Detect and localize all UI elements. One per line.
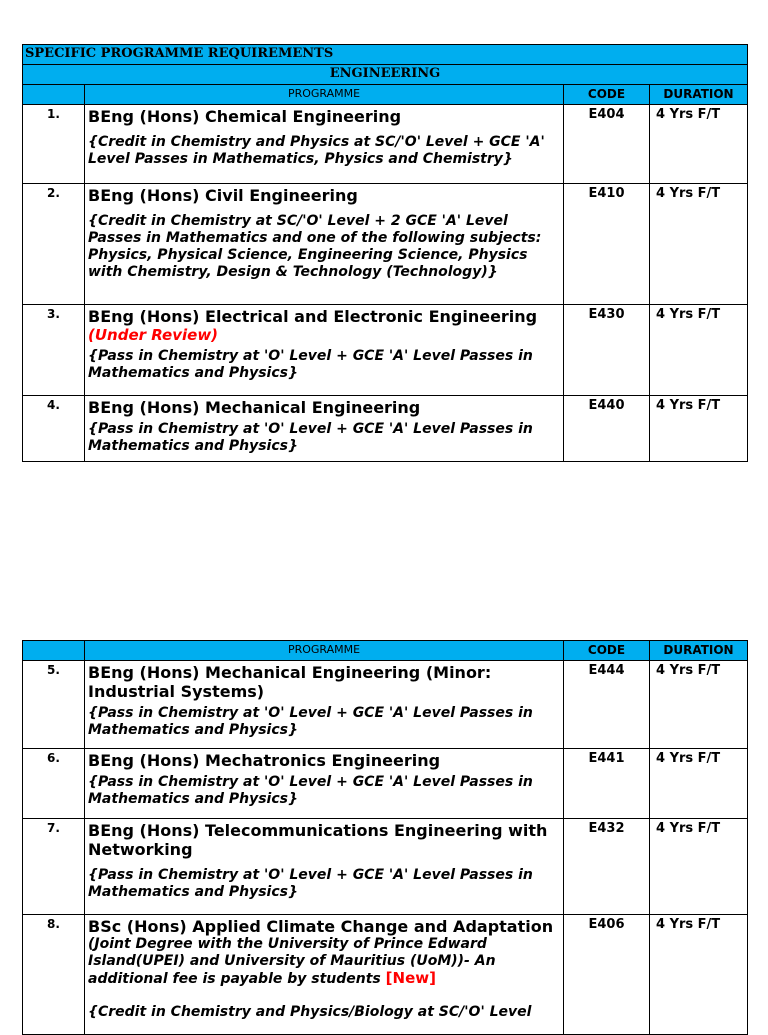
table-row — [23, 819, 748, 915]
table-row — [23, 661, 748, 749]
programme-title: BEng (Hons) Mechanical Engineering — [88, 398, 421, 417]
programme-cell — [85, 749, 564, 819]
new-badge: [New] — [385, 969, 436, 987]
programme-requirements: {Credit in Chemistry at SC/'O' Level + 2 GCE 'A' Level Passes in Mathematics and one of the following subjects: Physics, Physical Science, Engineering Science, Physics with Chemistry, Design & Technology (Technology)} — [88, 213, 542, 280]
programme-title: BEng (Hons) Chemical Engineering — [88, 107, 402, 126]
programme-code: E444 — [564, 661, 650, 749]
table-row — [23, 915, 748, 1035]
programme-duration: 4 Yrs F/T — [650, 749, 748, 819]
programme-title: BEng (Hons) Mechanical Engineering (Minor: Industrial Systems) — [88, 663, 492, 701]
header-duration: DURATION — [650, 85, 748, 105]
programme-title: BEng (Hons) Civil Engineering — [88, 186, 358, 205]
programme-duration: 4 Yrs F/T — [650, 396, 748, 462]
table-row — [23, 305, 748, 396]
under-review-note: (Under Review) — [88, 326, 219, 344]
header-code: CODE — [564, 641, 650, 661]
header-programme: PROGRAMME — [85, 641, 564, 661]
programme-code: E406 — [564, 915, 650, 1035]
row-number: 7. — [23, 819, 85, 915]
programme-requirements: {Pass in Chemistry at 'O' Level + GCE 'A' Level Passes in Mathematics and Physics} — [88, 867, 533, 900]
section-subtitle: ENGINEERING — [23, 65, 748, 85]
header-num-cell — [23, 641, 85, 661]
programme-cell — [85, 819, 564, 915]
row-number: 1. — [23, 105, 85, 184]
programme-duration: 4 Yrs F/T — [650, 819, 748, 915]
programme-duration: 4 Yrs F/T — [650, 661, 748, 749]
programme-cell — [85, 184, 564, 305]
programme-code: E404 — [564, 105, 650, 184]
programme-code: E432 — [564, 819, 650, 915]
table-row — [23, 184, 748, 305]
row-number: 2. — [23, 184, 85, 305]
programme-cell — [85, 915, 564, 1035]
section-title: SPECIFIC PROGRAMME REQUIREMENTS — [23, 45, 748, 65]
programme-title: BEng (Hons) Telecommunications Engineering with Networking — [88, 821, 548, 859]
programme-requirements: {Pass in Chemistry at 'O' Level + GCE 'A' Level Passes in Mathematics and Physics} — [88, 705, 533, 738]
programme-requirements: {Pass in Chemistry at 'O' Level + GCE 'A' Level Passes in Mathematics and Physics} — [88, 774, 533, 807]
programme-requirements: {Credit in Chemistry and Physics/Biology at SC/'O' Level — [88, 1004, 532, 1020]
programme-requirements: {Credit in Chemistry and Physics at SC/'O' Level + GCE 'A' Level Passes in Mathematics, Physics and Chemistry} — [88, 134, 545, 167]
table-row — [23, 749, 748, 819]
programme-code: E440 — [564, 396, 650, 462]
programme-cell — [85, 105, 564, 184]
row-number: 3. — [23, 305, 85, 396]
programme-duration: 4 Yrs F/T — [650, 305, 748, 396]
header-code: CODE — [564, 85, 650, 105]
programme-title: BEng (Hons) Electrical and Electronic Engineering — [88, 307, 538, 326]
row-number: 8. — [23, 915, 85, 1035]
programme-cell — [85, 305, 564, 396]
programme-requirements: {Pass in Chemistry at 'O' Level + GCE 'A' Level Passes in Mathematics and Physics} — [88, 348, 533, 381]
programme-code: E410 — [564, 184, 650, 305]
header-duration: DURATION — [650, 641, 748, 661]
header-num-cell — [23, 85, 85, 105]
requirements-table-2 — [22, 640, 748, 1035]
header-programme: PROGRAMME — [85, 85, 564, 105]
joint-degree-note — [88, 936, 560, 988]
programme-duration: 4 Yrs F/T — [650, 915, 748, 1035]
programme-cell — [85, 661, 564, 749]
table-row — [23, 105, 748, 184]
programme-requirements: {Pass in Chemistry at 'O' Level + GCE 'A' Level Passes in Mathematics and Physics} — [88, 421, 533, 454]
row-number: 4. — [23, 396, 85, 462]
requirements-table-1 — [22, 44, 748, 462]
joint-degree-text: (Joint Degree with the University of Prince Edward Island(UPEI) and University of Mauritius (UoM))- An additional fee is payable by students — [88, 936, 496, 987]
programme-title: BEng (Hons) Mechatronics Engineering — [88, 751, 441, 770]
programme-code: E441 — [564, 749, 650, 819]
programme-code: E430 — [564, 305, 650, 396]
programme-cell — [85, 396, 564, 462]
programme-duration: 4 Yrs F/T — [650, 184, 748, 305]
table-row — [23, 396, 748, 462]
row-number: 5. — [23, 661, 85, 749]
programme-title: BSc (Hons) Applied Climate Change and Adaptation — [88, 917, 554, 936]
row-number: 6. — [23, 749, 85, 819]
programme-duration: 4 Yrs F/T — [650, 105, 748, 184]
